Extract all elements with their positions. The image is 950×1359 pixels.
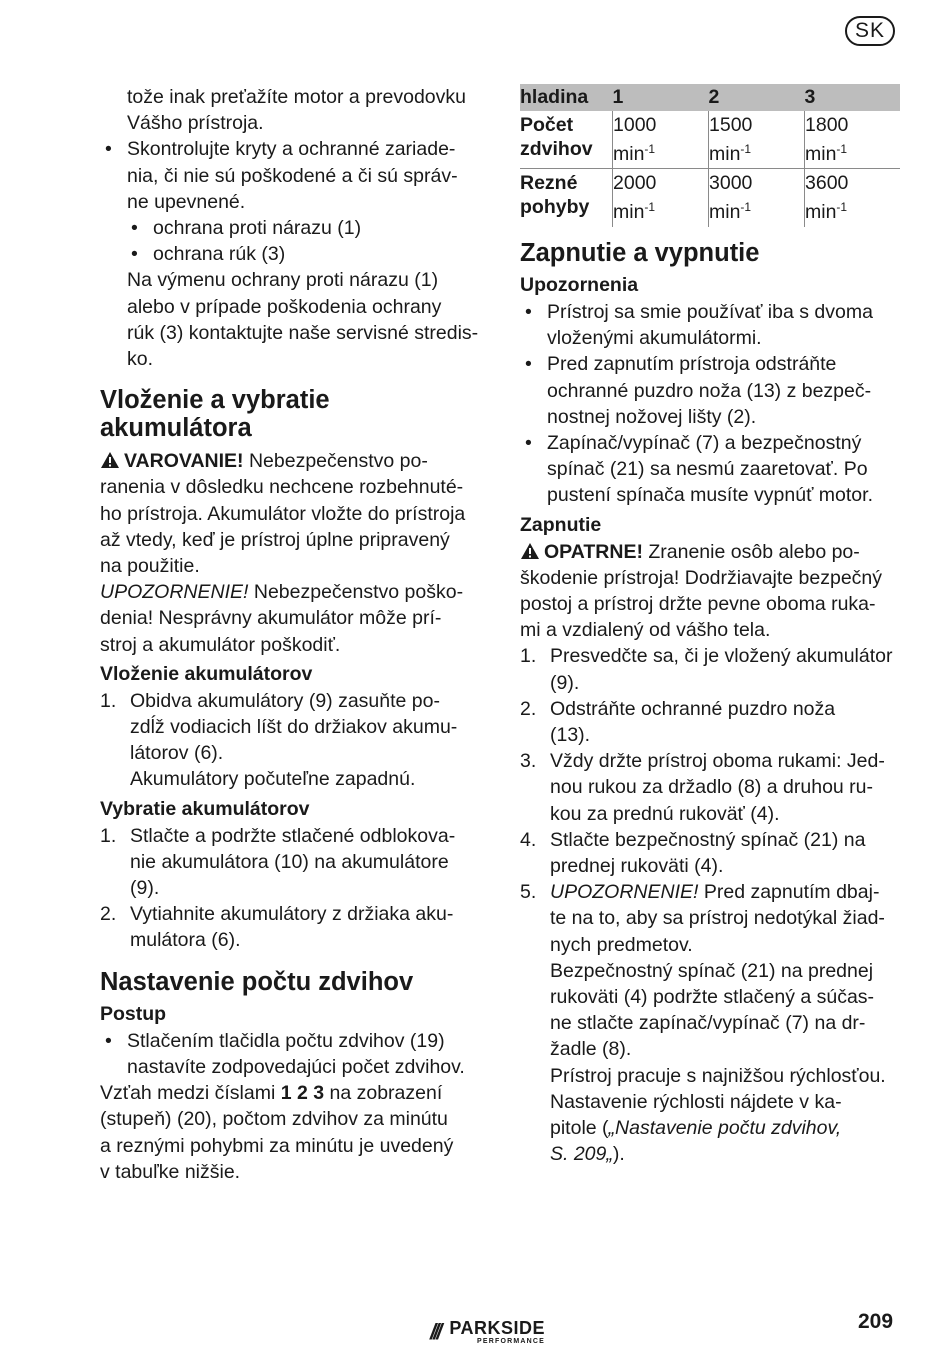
step-number: 5. (520, 881, 537, 904)
notice-text: Nebezpečenstvo poško- denia! Nesprávny akumulátor môže prí- stroj a akumulátor poškodiť. (100, 581, 464, 656)
table-cell: 3600 $\min^{-1}$ (805, 169, 901, 228)
table-cell: 3000 $\min^{-1}$ (709, 169, 805, 228)
warning-text: Nebezpečenstvo po- ranenia v dôsledku nechcene rozbehnuté- ho prístroja. Akumulátor vložte do prístroja až vtedy, keď je prístroj úplne pripravený na použitie. (100, 450, 466, 578)
step-text: Vytiahnite akumulátory z držiaka aku- mulátora (6). (130, 903, 454, 952)
note-item: • Prístroj sa smie používať iba s dvoma vloženými akumulátormi. (520, 299, 902, 351)
heading-procedure: Postup (100, 1002, 167, 1025)
step-number: 3. (520, 750, 537, 773)
relation-pre: Vzťah medzi číslami (100, 1082, 281, 1105)
left-column (100, 84, 482, 1185)
logo-slashes-icon: /// (430, 1319, 440, 1344)
heading-remove-batteries: Vybratie akumulátorov (100, 797, 310, 820)
table-cell: 2000 $\min^{-1}$ (613, 169, 709, 228)
notice-label: UPOZORNENIE! (100, 581, 249, 604)
logo-subline: PERFORMANCE (476, 1338, 546, 1345)
table-cell: 1000 $\min^{-1}$ (613, 111, 709, 169)
relation-levels: 1 2 3 (280, 1082, 325, 1105)
step-number: 1. (100, 824, 117, 847)
sub-bullet-hand-guard: • ochrana rúk (3) (100, 241, 482, 267)
parkside-logo (430, 1318, 545, 1346)
step-text: Stlačte a podržte stlačené odblokova- nie akumulátora (10) na akumulátore (9). (130, 824, 456, 900)
step-text: Odstráňte ochranné puzdro noža (13). (550, 697, 836, 747)
table-header-row (520, 84, 900, 111)
caution-paragraph (520, 539, 902, 644)
step5-speed-note: Prístroj pracuje s najnižšou rýchlosťou. (550, 1064, 886, 1087)
caution-text: Zranenie osôb alebo po- škodenie prístroja! Dodržiavajte bezpečný postoj a prístroj držte pevne oboma ruka- mi a vzdialený od vášho tela. (520, 540, 883, 642)
step-number: 1. (100, 689, 117, 712)
remove-step-1 (100, 823, 482, 902)
bullet-check-covers: • Skontrolujte kryty a ochranné zariade- nia, či nie sú poškodené a či sú správ- ne upevnené. (100, 136, 482, 215)
table-row-strokes (520, 111, 900, 169)
row-label-strokes: Počet zdvihov (520, 111, 613, 169)
note-item: • Zapínač/vypínač (7) a bezpečnostný spínač (21) sa nesmú zaaretovať. Po pustení spínača musíte vypnúť motor. (520, 430, 902, 509)
step-number: 1. (520, 645, 537, 668)
continuation-line-1: tože inak preťažíte motor a prevodovku (127, 86, 466, 108)
step-text: Vždy držte prístroj oboma rukami: Jed- nou rukou za držadlo (8) a druhou ru- kou za prednú rukoväť (4). (550, 750, 885, 825)
heading-insert-batteries: Vloženie akumulátorov (100, 662, 313, 685)
table-cell: 1500 $\min^{-1}$ (709, 111, 805, 169)
right-column (520, 84, 902, 1168)
step5-text: Pred zapnutím dbaj- te na to, aby sa prístroj nedotýkal žiad- nych predmetov. (550, 881, 885, 956)
switch-on-step-5 (520, 879, 902, 958)
row-label-cutting-motions: Rezné pohyby (520, 172, 590, 218)
stroke-rate-table (520, 84, 900, 227)
notice-paragraph (100, 579, 482, 658)
table-row-cutting-motions (520, 169, 900, 228)
step-text: Obidva akumulátory (9) zasuňte po- zdĺž vodiacich líšt do držiakov akumu- látorov (6). (130, 689, 458, 765)
bullet-stroke-button: • Stlačením tlačidla počtu zdvihov (19) nastavíte zodpovedajúci počet zdvihov. (100, 1028, 482, 1080)
step5-reference: Nastavenie rýchlosti nájdete v ka- pitole („Nastavenie počtu zdvihov, S. 209„). (550, 1090, 842, 1166)
remove-step-2 (100, 901, 482, 953)
warning-triangle-icon (520, 542, 540, 560)
heading-switch-on: Zapnutie (520, 513, 602, 536)
page-number: 209 (858, 1310, 894, 1333)
step-number: 2. (520, 697, 537, 720)
step5-notice-label: UPOZORNENIE! (550, 881, 699, 904)
heading-insert-remove-battery: Vloženie a vybratie akumulátora (100, 386, 330, 443)
note-item: • Pred zapnutím prístroja odstráňte ochranné puzdro noža (13) z bezpeč- nostnej nožovej lišty (2). (520, 351, 902, 430)
step-number: 2. (100, 903, 117, 926)
heading-stroke-setting: Nastavenie počtu zdvihov (100, 967, 414, 996)
language-badge: SK (845, 16, 895, 46)
header-cell-level: hladina (520, 84, 613, 111)
warning-label: VAROVANIE! (124, 450, 244, 473)
relation-post: na zobrazení (stupeň) (20), počtom zdvihov za minútu a reznými pohybmi za minútu je uvedený v tabuľke nižšie. (100, 1082, 454, 1183)
header-cell-3: 3 (805, 84, 901, 111)
switch-on-step-3 (520, 748, 902, 827)
warning-triangle-icon (100, 451, 120, 469)
warning-paragraph (100, 448, 482, 579)
continuation-line-2: Vášho prístroja. (127, 112, 264, 135)
caution-label: OPATRNE! (544, 540, 643, 563)
switch-on-step-1 (520, 643, 902, 695)
logo-brand: PARKSIDE (449, 1318, 546, 1338)
step-text: Presvedčte sa, či je vložený akumulátor (9). (550, 645, 893, 694)
relation-paragraph (100, 1080, 482, 1185)
insert-result: Akumulátory počuteľne zapadnú. (130, 768, 416, 791)
step-number: 4. (520, 828, 537, 851)
replace-note: Na výmenu ochrany proti nárazu (1) alebo v prípade poškodenia ochrany rúk (3) kontaktujte naše servisné stredis- ko. (127, 269, 479, 371)
switch-on-step-4 (520, 827, 902, 879)
step5-detail: Bezpečnostný spínač (21) na prednej rukoväti (4) podržte stlačený a súčas- ne stlačte zapínač/vypínač (7) na dr- žadle (8). (550, 959, 875, 1061)
heading-switch-on-off: Zapnutie a vypnutie (520, 239, 760, 267)
switch-on-step-2 (520, 696, 902, 748)
sub-bullet-impact-guard: • ochrana proti nárazu (1) (100, 215, 482, 241)
insert-step-1 (100, 688, 482, 767)
header-cell-1: 1 (613, 84, 709, 111)
step-text: Stlačte bezpečnostný spínač (21) na prednej rukoväti (4). (550, 828, 866, 878)
heading-notes: Upozornenia (520, 274, 639, 296)
table-cell: 1800 $\min^{-1}$ (805, 111, 901, 169)
header-cell-2: 2 (709, 84, 805, 111)
chapter-reference: „Nastavenie počtu zdvihov, S. 209„ (550, 1117, 842, 1166)
